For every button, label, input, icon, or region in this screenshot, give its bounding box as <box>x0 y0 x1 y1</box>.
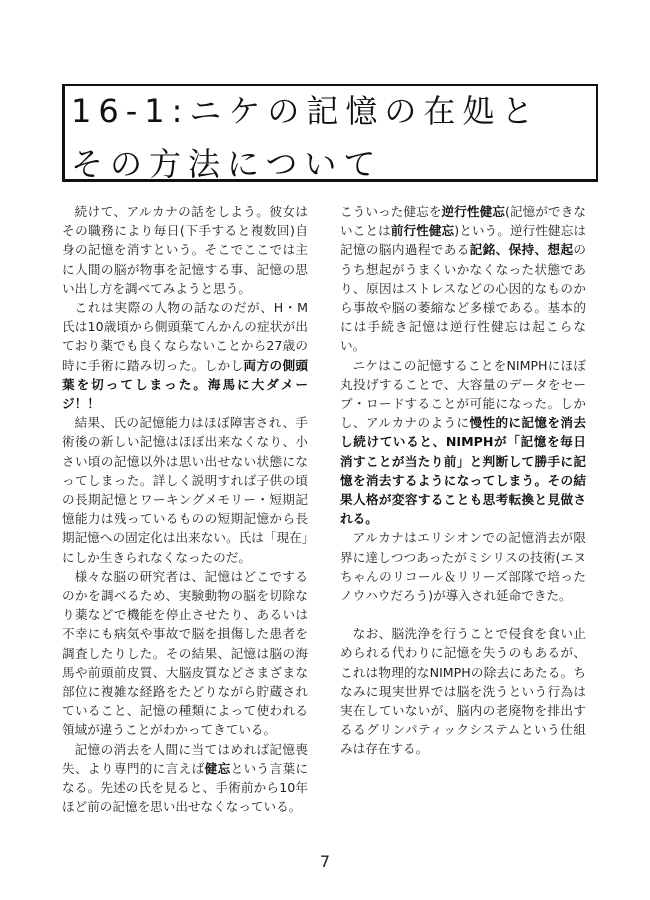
paragraph <box>62 298 308 413</box>
text-run: 続けて、アルカナの話をしよう。彼女はその職務により毎日(下手すると複数回)自身の記憶を消すという。そこでここでは主に人間の脳が物事を記憶する事、記憶の思い出し方を調べてみようと思う。 <box>62 204 308 296</box>
paragraph <box>340 202 586 356</box>
paragraph <box>340 356 586 529</box>
paragraph <box>62 567 308 740</box>
paragraph <box>340 528 586 605</box>
bold-text: 両方の側頭葉を切ってしまった。海馬に大ダメージ！！ <box>62 357 309 412</box>
bold-text: 慢性的に記憶を消去し続けていると、NIMPHが「記憶を毎日消すことが当たり前」と判断して勝手に記憶を消去するようになってしまう。その結果人格が変容することも思考転換と見做される。 <box>340 415 587 527</box>
text-run: (記憶ができないことは <box>340 204 587 239</box>
paragraph <box>62 740 308 817</box>
left-text-column <box>62 202 308 817</box>
bold-text: 健忘 <box>204 760 231 776</box>
paragraph <box>62 413 308 567</box>
text-run: 記憶の消去を人間に当てはめれば記憶喪失、より専門的に言えば <box>62 741 308 776</box>
bold-text: 逆行性健忘 <box>441 204 505 219</box>
right-text-column <box>340 202 586 759</box>
text-run: ニケはこの記憶することをNIMPHにほぼ丸投げすることで、大容量のデータをセーブ・ロードすることが可能になった。しかし、アルカナのように <box>340 357 586 431</box>
chapter-title-line-1: 16-1:ニケの記憶の在処と <box>71 92 541 130</box>
page-number: 7 <box>319 852 331 871</box>
text-run: これは実際の人物の話なのだが、H・M氏は10歳頃から側頭葉てんかんの症状が出ており薬でも良くならないことから27歳の時に手術に踏み切った。しかし <box>62 300 308 373</box>
text-run: なお、脳洗浄を行うことで侵食を食い止められる代わりに記憶を失うのもあるが、これは物理的なNIMPHの除去にあたる。ちなみに現実世界では脳を洗うという行為は実在していないが、脳内の老廃物を排出するるグリンパティックシステムという仕組みは存在する。 <box>340 626 586 757</box>
paragraph <box>62 202 308 298</box>
paragraph <box>340 624 586 758</box>
text-run: アルカナはエリシオンでの記憶消去が限界に達しつつあったがミシリスの技術(エヌちゃんのリコール＆リリーズ部隊で培ったノウハウだろう)が導入され延命できた。 <box>340 530 586 604</box>
text-run: )という。逆行性健忘は記憶の脳内過程である <box>340 223 587 258</box>
chapter-title-line-2: その方法について <box>71 145 383 183</box>
text-run: という言葉になる。先述の氏を見ると、手術前から10年ほど前の記憶を思い出せなくなっている。 <box>62 760 309 815</box>
chapter-title-box <box>62 84 598 182</box>
text-run: のうち想起がうまくいかなくなった状態であり、原因はストレスなどの心因的なものから事故や脳の萎縮など多様である。基本的には手続き記憶は逆行性健忘は起こらない。 <box>340 242 587 354</box>
bold-text: 記銘、保持、想起 <box>469 242 574 258</box>
text-run: 様々な脳の研究者は、記憶はどこでするのかを調べるため、実験動物の脳を切除なり薬などで機能を停止させたり、あるいは不幸にも病気や事故で脳を損傷した患者を調査したりした。その結果、記憶は脳の海馬や前頭前皮質、大脳皮質などさまざまな部位に複雑な経路をたどりながら貯蔵されていること、記憶の種類によって使われる領域が違うことがわかってきている。 <box>62 568 308 738</box>
text-run: こういった健忘を <box>340 204 442 219</box>
bold-text: 前行性健忘 <box>390 223 455 239</box>
text-run: 結果、氏の記憶能力はほぼ障害され、手術後の新しい記憶はほぼ出来なくなり、小さい頃の記憶以外は思い出せない状態になってしまった。詳しく説明すれば子供の頃の長期記憶とワーキングメモリー・短期記憶能力は残っているものの短期記憶から長期記憶への固定化は出来ない。氏は「現在」にしか生きられなくなったのだ。 <box>62 415 308 565</box>
